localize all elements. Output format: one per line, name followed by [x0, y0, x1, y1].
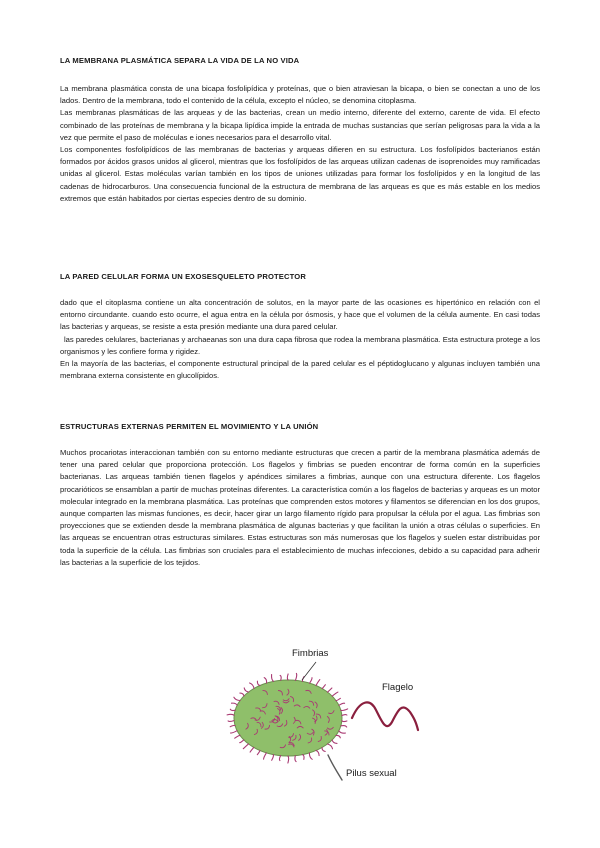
fimbria: [280, 675, 281, 680]
section-heading-pared: LA PARED CELULAR FORMA UN EXOSESQUELETO PROTECTOR: [60, 272, 307, 281]
paragraph: las paredes celulares, bacterianas y archaeanas son una dura capa fibrosa que rodea la membrana plasmática. Esta estructura protege a los organismos y les confiere forma y rigidez.: [60, 334, 540, 356]
fimbria: [303, 755, 305, 760]
fimbria: [316, 751, 319, 756]
fimbria: [235, 735, 240, 738]
fimbria: [257, 681, 260, 685]
fimbria: [328, 688, 332, 692]
fimbria: [316, 680, 320, 686]
fimbria: [327, 744, 332, 749]
fimbria: [332, 740, 337, 743]
fimbria: [288, 756, 289, 763]
section-heading-membrana: LA MEMBRANA PLASMÁTICA SEPARA LA VIDA DE LA NO VIDA: [60, 56, 300, 65]
fimbria: [342, 715, 347, 716]
fimbria: [279, 756, 280, 761]
section-body-estructuras: [60, 447, 540, 569]
fimbria: [250, 747, 254, 752]
paragraph: Muchos procariotas interaccionan también con su entorno mediante estructuras que crecen a partir de la membrana plasmática además de tener una pared celular que proporciona protección. Los flagelos y fimbrias se pueden encontrar de forma común en la superficies bacterianas. Las arqueas también tienen flagelos y apéndices similares a fimbrias, aunque con una estructura diferente. Los flagelos procarióticos se ensamblan a partir de muchas proteínas diferentes. La característica común a los flagelos de bacterias y arqueas es un motor molecular integrado en la membrana plasmática. Las proteínas que comprenden estos motores y filamentos se diferencian en los dos grupos, aunque comparten las mismas funciones, es decir, hacer girar un largo filamento rígido para propulsar la célula por el agua. Las fimbrias son proyecciones que se extienden desde la membrana plasmática de algunas bacterias y que facilitan la unión a otras células o superficies. En las arqueas se encuentran otras estructuras similares. Estas estructuras son más numerosas que los flagelos y suelen estar distribuidas por toda la superficie de la célula. Las fimbrias son cruciales para el establecimiento de muchas infecciones, debido a su capacidad para adherir las bacterias a la superficie de los tejidos.: [60, 448, 540, 567]
fimbria: [336, 698, 340, 700]
fimbria: [336, 735, 340, 737]
fimbria: [341, 726, 347, 727]
fimbria: [295, 673, 296, 680]
fimbria: [322, 685, 325, 689]
fimbria: [332, 692, 338, 696]
sex-pilus-shape: [328, 755, 342, 780]
bacterium-figure: [220, 640, 420, 790]
cell-body-shape: [234, 680, 342, 756]
fimbrias-leader-line: [302, 662, 316, 680]
fimbria: [322, 748, 325, 752]
fimbria: [227, 714, 234, 715]
flagelo-label: Flagelo: [382, 682, 414, 693]
section-body-pared: [60, 297, 540, 382]
fimbria: [250, 683, 254, 689]
fimbria: [272, 755, 274, 761]
fimbria: [264, 678, 266, 684]
fimbria: [339, 703, 345, 705]
pilus-sexual-label: Pilus sexual: [346, 768, 397, 779]
section-body-membrana: [60, 83, 540, 205]
fimbria: [295, 756, 296, 762]
fimbria: [240, 740, 244, 743]
fimbria: [257, 750, 260, 754]
fimbria: [339, 731, 346, 733]
paragraph: Los componentes fosfolipídicos de las membranas de bacterias y arqueas difieren en su estructura. Los fosfolípidos bacterianos están formados por ácidos grasos unidos al glicerol, mientras que los fosfolípidos de las arqueas utilizan cadenas de isoprenoides muy ramificadas unidas al glicerol. Estas moléculas varían también en los tipos de uniones utilizadas para formar los fosfolípidos y en la longitud de las cadenas de hidrocarburos. Una consecuencia funcional de la estructura de membrana de las arqueas es que es más estable en los medios extremos que están habitados por ciertas especies dentro de su dominio.: [60, 145, 540, 203]
fimbria: [310, 678, 312, 684]
paragraph: Las membranas plasmáticas de las arqueas y de las bacterias, crean un medio interno, diferente del externo, carente de vida. El efecto combinado de las proteínas de membrana y la bicapa lipídica impide la entrada de muchas sustancias que serían peligrosas para la vida a la vez que permite el paso de moléculas e iones necesarios para el desarrollo vital.: [60, 108, 540, 142]
fimbria: [342, 721, 347, 722]
paragraph: La membrana plasmática consta de una bicapa fosfolipídica y proteínas, que o bien atraviesan la bicapa, o bien se conectan a uno de los lados. Dentro de la membrana, todo el contenido de la célula, excepto el núcleo, se denomina citoplasma.: [60, 84, 540, 106]
fimbria: [232, 703, 238, 705]
fimbria: [309, 753, 312, 759]
paragraph: En la mayoría de las bacterias, el componente estructural principal de la pared celular es el péptidoglucano y algunas incluyen también una membrana externa consistente en glucolípidos.: [60, 359, 540, 381]
fimbria: [272, 675, 274, 682]
section-heading-estructuras: ESTRUCTURAS EXTERNAS PERMITEN EL MOVIMIENTO Y LA UNIÓN: [60, 422, 319, 431]
fimbria: [264, 753, 267, 759]
fimbria: [240, 693, 244, 696]
fimbria: [244, 688, 248, 692]
fimbria: [230, 725, 235, 726]
fimbria: [234, 697, 240, 700]
fimbria: [231, 731, 238, 733]
fimbria: [341, 709, 348, 711]
fimbria: [230, 709, 235, 710]
fimbria: [228, 721, 234, 722]
fimbria: [243, 744, 248, 749]
fimbria: [287, 674, 288, 680]
flagellum-shape: [352, 702, 418, 730]
fimbrias-label: Fimbrias: [292, 648, 329, 659]
paragraph: dado que el citoplasma contiene un alta concentración de solutos, en la mayor parte de las ocasiones es hipertónico en relación con el entorno circundante. cuando esto ocurre, el agua entra en la célula por ósmosis, y hace que el volumen de la célula aumente. En casi todas las bacterias y arqueas, se resiste a esta presión mediante una dura pared celular.: [60, 298, 540, 332]
